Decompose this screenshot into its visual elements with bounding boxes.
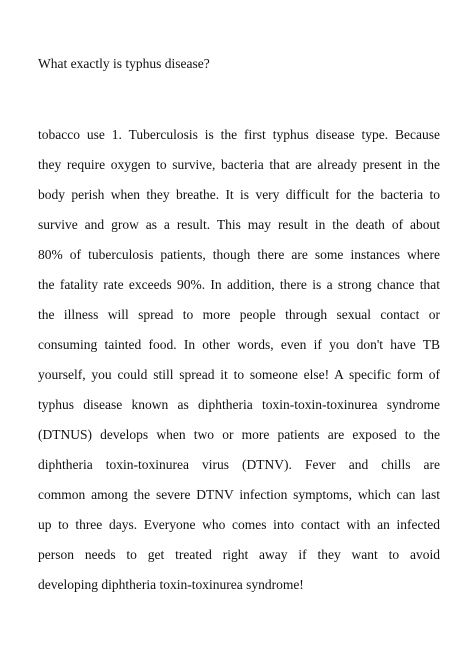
paragraph-line: up to three days. Everyone who comes into contact with an infected — [38, 517, 440, 532]
paragraph-line: typhus disease known as diphtheria toxin-toxin-toxinurea syndrome — [38, 397, 440, 412]
paragraph-line: person needs to get treated right away if they want to avoid — [38, 547, 440, 562]
paragraph-line: the illness will spread to more people through sexual contact or — [38, 307, 440, 322]
paragraph-line: the fatality rate exceeds 90%. In addition, there is a strong chance that — [38, 277, 440, 292]
paragraph-line: they require oxygen to survive, bacteria that are already present in the — [38, 157, 440, 172]
paragraph-line: yourself, you could still spread it to someone else! A specific form of — [38, 367, 440, 382]
paragraph-line: (DTNUS) develops when two or more patients are exposed to the — [38, 427, 440, 442]
document-title: What exactly is typhus disease? — [38, 56, 210, 71]
paragraph-line: consuming tainted food. In other words, even if you don't have TB — [38, 337, 440, 352]
paragraph-line: tobacco use 1. Tuberculosis is the first typhus disease type. Because — [38, 127, 440, 142]
paragraph-line: developing diphtheria toxin-toxinurea syndrome! — [38, 577, 304, 592]
paragraph-line: body perish when they breathe. It is very difficult for the bacteria to — [38, 187, 440, 202]
paragraph-line: diphtheria toxin-toxinurea virus (DTNV). Fever and chills are — [38, 457, 440, 472]
paragraph-line: survive and grow as a result. This may result in the death of about — [38, 217, 440, 232]
paragraph-line: common among the severe DTNV infection symptoms, which can last — [38, 487, 440, 502]
paragraph-line: 80% of tuberculosis patients, though there are some instances where — [38, 247, 440, 262]
